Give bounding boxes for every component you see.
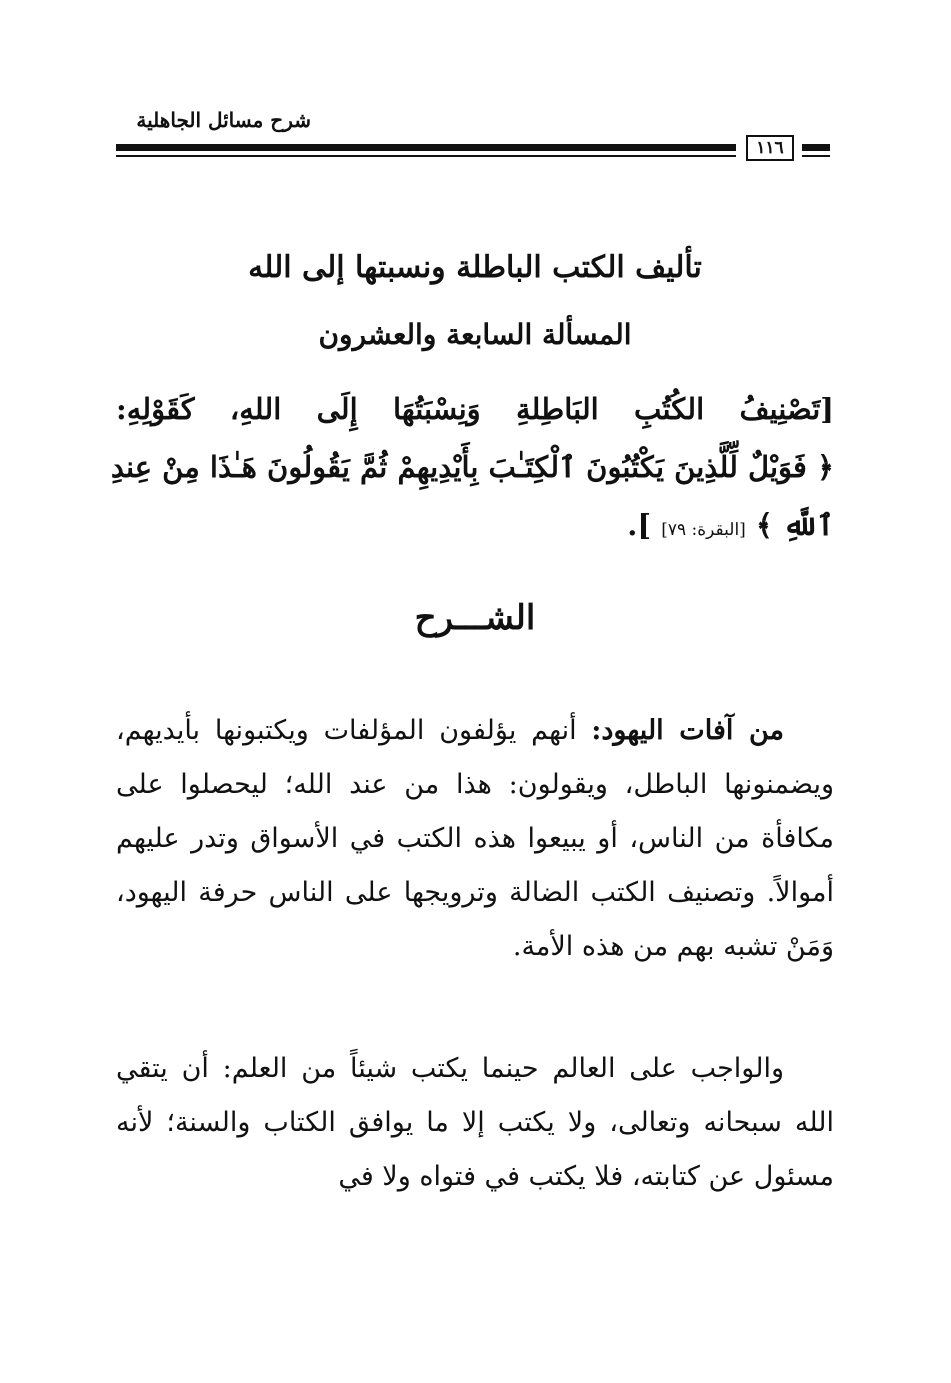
header-rule-thin — [116, 155, 736, 157]
quote-line-2: ﴿ فَوَيْلٌ لِّلَّذِينَ يَكْتُبُونَ ٱلْكِتَـٰبَ بِأَيْدِيهِمْ ثُمَّ يَقُولُونَ هَـٰذَا مِنْ عِندِ — [110, 450, 834, 484]
quran-reference: [البقرة: ٧٩] — [661, 520, 746, 540]
paragraph-2 — [116, 1042, 834, 1204]
paragraph-1 — [116, 704, 834, 974]
quote-line-3 — [116, 496, 834, 559]
matn-quote — [110, 380, 834, 559]
sharh-heading: الشـــرح — [414, 598, 536, 638]
page-number: ١١٦ — [746, 135, 794, 161]
quote-line-1: [تَصْنِيفُ الكُتُبِ البَاطِلةِ وَنِسْبَتُهَا إِلَى اللهِ، كَقَوْلِهِ: — [116, 392, 834, 426]
header-rule-tail-thin — [802, 155, 830, 157]
running-title: شرح مسائل الجاهلية — [136, 108, 311, 132]
paragraph-2-text: والواجب على العالم حينما يكتب شيئاً من العلم: أن يتقي الله سبحانه وتعالى، ولا يكتب إلا ما يوافق الكتاب والسنة؛ لأنه مسئول عن كتابته، فلا يكتب في فتواه ولا في — [116, 1053, 834, 1192]
section-subtitle: المسألة السابعة والعشرون — [318, 318, 632, 351]
quote-closing: ]. — [627, 508, 652, 542]
header-rule-thick — [116, 144, 736, 151]
paragraph-1-lead: من آفات اليهود: — [591, 715, 784, 746]
quote-line-3-text: ٱللَّهِ ﴾ — [755, 508, 834, 542]
paragraph-1-text — [116, 704, 834, 974]
header-rule-tail-thick — [802, 144, 830, 151]
paragraph-1-body: أنهم يؤلفون المؤلفات ويكتبونها بأيديهم، ويضمنونها الباطل، ويقولون: هذا من عند الله؛ ليحصلوا على مكافأة من الناس، أو يبيعوا هذه الكتب في الأسواق وتدر عليهم أموالاً. وتصنيف الكتب الضالة وترويجها على الناس حرفة اليهود، وَمَنْ تشبه بهم من هذه الأمة. — [116, 715, 834, 962]
section-title: تأليف الكتب الباطلة ونسبتها إلى الله — [248, 250, 702, 285]
